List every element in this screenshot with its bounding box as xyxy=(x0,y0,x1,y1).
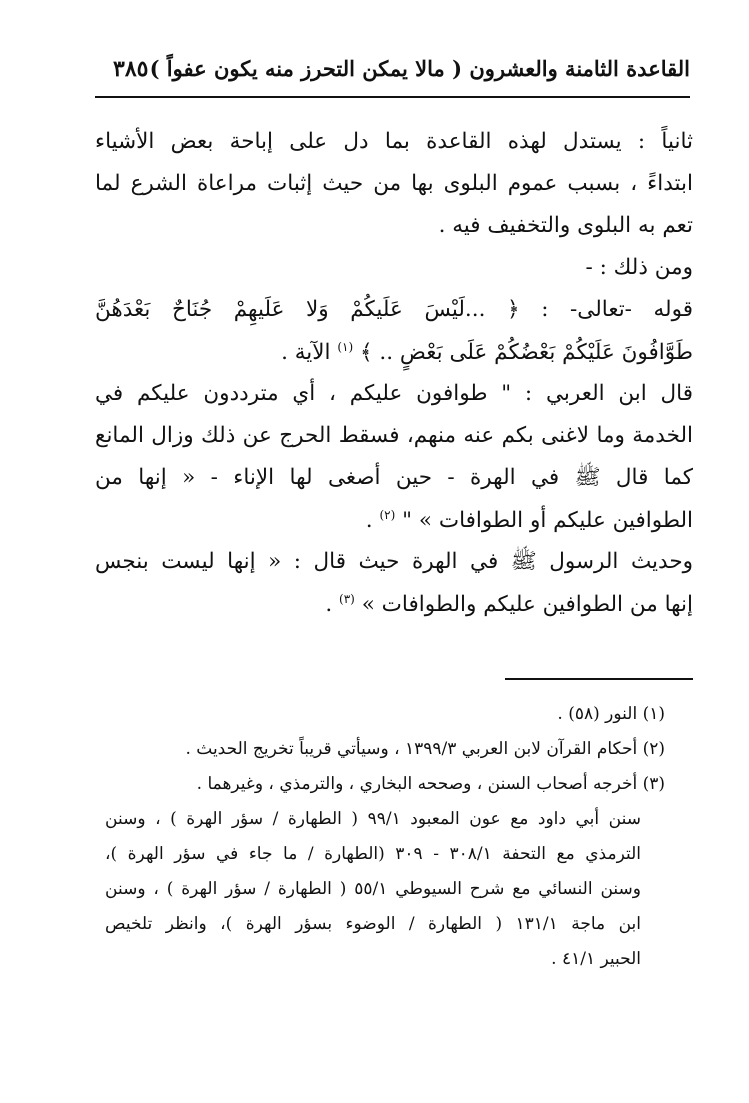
footnote-3-continued: ابن ماجة ١٣١/١ ( الطهارة / الوضوء بسؤر الهرة )، وانظر تلخيص xyxy=(105,914,641,934)
footnote-3-continued: سنن أبي داود مع عون المعبود ٩٩/١ ( الطهارة / سؤر الهرة ) ، وسنن xyxy=(105,809,641,829)
footnote-ref-1: (١) xyxy=(337,340,354,354)
text-line: ثانياً : يستدل لهذه القاعدة بما دل على إباحة بعض الأشياء xyxy=(95,129,693,154)
hadith-text: إنها من الطوافين عليكم والطوافات » xyxy=(361,592,693,618)
hadith-text: الطوافين عليكم أو الطوافات » " xyxy=(402,508,693,534)
period: . xyxy=(365,508,373,534)
footnote-ref-2: (٢) xyxy=(379,508,396,522)
footnote-3: (٣) أخرجه أصحاب السنن ، وصححه البخاري ، والترمذي ، وغيرهما . xyxy=(196,774,665,794)
footnote-3-continued: الترمذي مع التحفة ٣٠٨/١ - ٣٠٩ (الطهارة / ما جاء في سؤر الهرة )، xyxy=(105,844,641,864)
running-header xyxy=(95,52,690,98)
text-line: تعم به البلوى والتخفيف فيه . xyxy=(438,213,693,238)
header-title: القاعدة الثامنة والعشرون ( مالا يمكن التحرز منه يكون عفواً ) xyxy=(149,56,690,81)
page-number: ٣٨٥ xyxy=(113,56,149,82)
text-line: قال ابن العربي : " طوافون عليكم ، أي مترددون عليكم في xyxy=(95,381,693,406)
footnote-1: (١) النور (٥٨) . xyxy=(557,704,665,724)
text-line: وحديث الرسول ﷺ في الهرة حيث قال : « إنها ليست بنجس xyxy=(95,549,693,574)
verse-text: طَوَّافُونَ عَلَيْكُمْ بَعْضُكُمْ عَلَى بَعْضٍ .. ﴾ xyxy=(360,340,693,366)
ayah-word: الآية . xyxy=(281,340,331,366)
footnote-ref-3: (٣) xyxy=(339,592,355,606)
period: . xyxy=(325,592,333,618)
footnote-3-continued: الحبير ٤١/١ . xyxy=(551,949,641,969)
footnote-3-continued: وسنن النسائي مع شرح السيوطي ٥٥/١ ( الطهارة / سؤر الهرة ) ، وسنن xyxy=(105,879,641,899)
footnote-separator xyxy=(505,678,693,680)
text-line: الخدمة وما لاغنى بكم عنه منهم، فسقط الحرج عن ذلك وزال المانع xyxy=(95,423,693,448)
main-text xyxy=(95,125,693,629)
quran-verse-line: قوله -تعالى- : ﴿ ...لَيْسَ عَلَيكُمْ وَلا عَلَيهِمْ جُنَاحٌ بَعْدَهُنَّ xyxy=(95,297,693,322)
text-line: كما قال ﷺ في الهرة - حين أصغى لها الإناء - « إنها من xyxy=(95,465,693,490)
text-line xyxy=(95,587,693,629)
footnotes xyxy=(105,700,665,980)
footnote-2: (٢) أحكام القرآن لابن العربي ١٣٩٩/٣ ، وسيأتي قريباً تخريج الحديث . xyxy=(185,739,665,759)
text-line xyxy=(95,503,693,545)
text-line: ومن ذلك : - xyxy=(585,255,693,280)
text-line: ابتداءً ، بسبب عموم البلوى بها من حيث إثبات مراعاة الشرع لما xyxy=(95,171,693,196)
quran-verse-line xyxy=(95,335,693,377)
